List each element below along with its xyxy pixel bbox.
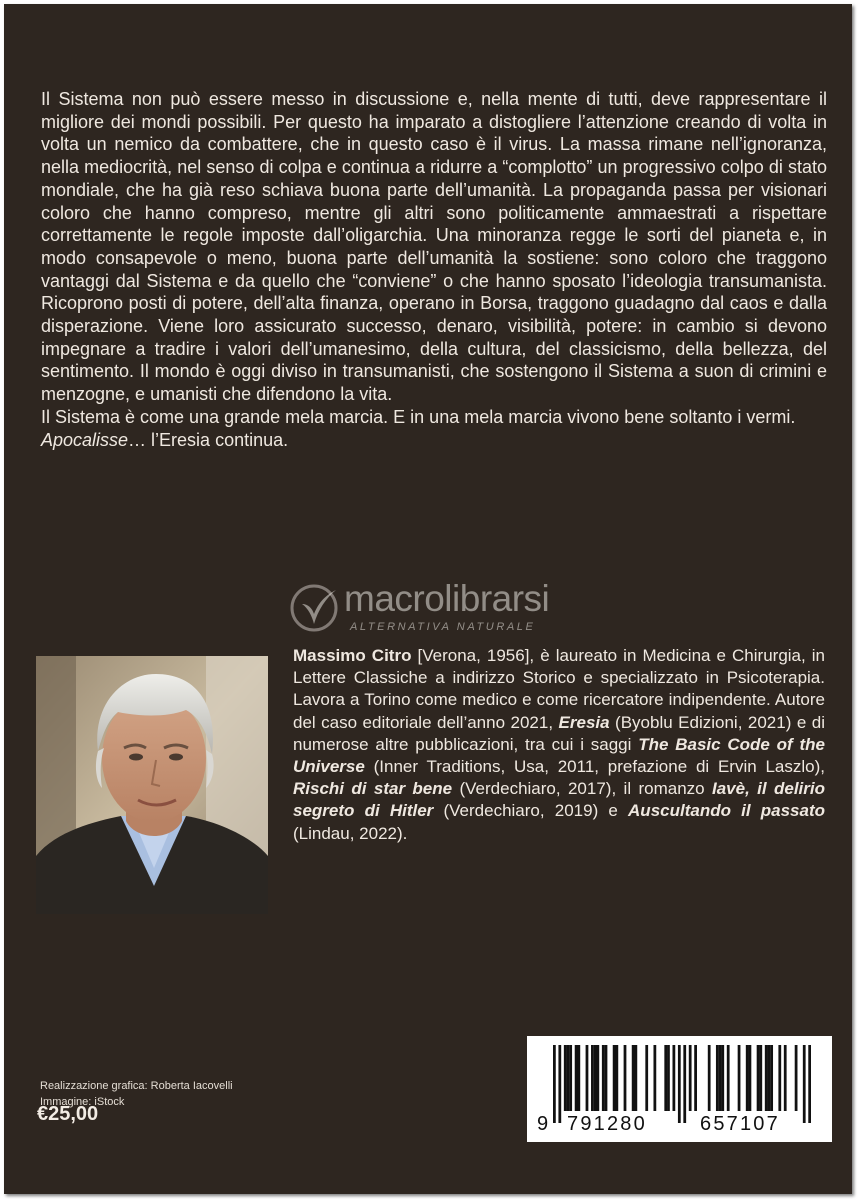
portrait-illustration — [36, 656, 268, 914]
barcode-bar — [770, 1045, 773, 1111]
barcode-bar — [667, 1045, 670, 1111]
barcode-bar — [645, 1045, 648, 1111]
barcode-bar — [577, 1045, 580, 1111]
author-bio-text-3: (Inner Traditions, Usa, 2011, prefazione di Ervin Laszlo), — [364, 757, 825, 777]
barcode-bar — [708, 1045, 711, 1111]
barcode-bar — [795, 1045, 798, 1111]
barcode-bar — [683, 1045, 686, 1123]
author-book-2: The Basic Code of the Universe — [293, 734, 825, 777]
barcode-bar — [765, 1045, 768, 1111]
blurb-closing — [41, 429, 827, 452]
barcode-bar — [564, 1045, 567, 1111]
barcode-bar — [689, 1045, 692, 1111]
barcode-bar — [632, 1045, 635, 1111]
barcode-left-group: 791280 — [567, 1113, 647, 1135]
blurb-paragraph-2: Il Sistema è come una grande mela marcia. E in una mela marcia vivono bene soltanto i vermi. — [41, 406, 796, 427]
credit-image: Immagine: iStock — [40, 1096, 125, 1108]
barcode-bar — [575, 1045, 578, 1111]
barcode-bar — [784, 1045, 787, 1111]
barcode-bar — [808, 1045, 811, 1123]
barcode-bar — [768, 1045, 771, 1111]
author-bio-text-4: (Verdechiaro, 2017), il romanzo — [452, 779, 712, 799]
barcode-bar — [558, 1045, 561, 1123]
author-bio-text-2: (Byoblu Edizioni, 2021) e di numerose altre pubblicazioni, tra cui i saggi — [293, 712, 825, 754]
blurb-paragraph-1: Il Sistema non può essere messo in discussione e, nella mente di tutti, deve rappresentare il migliore dei mondi possibili. Per questo ha imparato a distogliere l’attenzione creando di volta in volta un nemico da combattere, che in questo caso è il virus. La massa rimane nell’ignoranza, nella mediocrità, nel senso di colpa e continua a ridurre a “complotto” un progressivo colpo di stato mondiale, che ha già reso schiava buona parte dell’umanità. La propaganda passa per visionari coloro che hanno compreso, mentre gli altri sono politicamente ammaestrati a rispettare correttamente le regole imposte dall’oligarchia. Una minoranza regge le sorti del pianeta e, in modo consapevole o meno, buona parte dell’umanità la sostiene: sono coloro che traggono vantaggi dal Sistema e da quello che “conviene” o che hanno sposato l’ideologia transumanista. Ricoprono posti di potere, dell’alta finanza, operano in Borsa, traggono guadagno dal caos e dalla disperazione. Viene loro assicurato successo, denaro, visibilità, potere: in cambio si devono impegnare a tradire i valori dell’umanesimo, della cultura, del classicismo, della bellezza, del sentimento. Il mondo è oggi diviso in transumanisti, che sostengono il Sistema a suon di crimini e menzogne, e umanisti che difendono la vita. — [41, 89, 827, 405]
barcode-first-digit: 9 — [537, 1113, 549, 1135]
blurb-closing-italic: Apocalisse — [41, 429, 129, 450]
author-bio-text-6: (Lindau, 2022). — [293, 823, 408, 843]
macrolibrarsi-watermark — [288, 576, 628, 640]
barcode-bar — [634, 1045, 637, 1111]
barcode-bar — [672, 1045, 675, 1111]
barcode-bar — [605, 1045, 608, 1111]
author-bio — [293, 645, 825, 845]
barcode-bar — [694, 1045, 697, 1111]
credit-design: Realizzazione grafica: Roberta Iacovelli — [40, 1080, 233, 1092]
barcode-bar — [778, 1045, 781, 1111]
barcode-bar — [602, 1045, 605, 1111]
barcode-bar — [721, 1045, 724, 1111]
barcode-bar — [803, 1045, 806, 1123]
barcode-bar — [749, 1045, 752, 1111]
barcode-bar — [596, 1045, 599, 1111]
author-book-1: Eresia — [558, 712, 610, 732]
barcode-bar — [615, 1045, 618, 1111]
isbn-barcode — [527, 1036, 832, 1142]
barcode-bar — [553, 1045, 556, 1123]
watermark-tagline: ALTERNATIVA NATURALE — [350, 621, 536, 633]
barcode-right-group: 657107 — [700, 1113, 780, 1135]
barcode-bar — [746, 1045, 749, 1111]
barcode-bar — [757, 1045, 760, 1111]
author-book-4: Iavè, il delirio segreto di Hitler — [293, 779, 825, 821]
barcode-bar — [586, 1045, 589, 1111]
barcode-bar — [759, 1045, 762, 1111]
barcode-bar — [678, 1045, 681, 1123]
barcode-bar — [716, 1045, 719, 1111]
blurb-closing-rest: … l’Eresia continua. — [128, 429, 289, 450]
barcode-bar — [594, 1045, 597, 1111]
book-back-cover — [4, 4, 852, 1194]
barcode-bar — [738, 1045, 741, 1111]
barcode-bar — [567, 1045, 570, 1111]
author-name: Massimo Citro — [293, 646, 412, 665]
author-book-5: Auscultando il passato — [628, 801, 826, 821]
barcode-bar — [653, 1045, 656, 1111]
macrolibrarsi-leaf-logo-icon — [288, 582, 340, 634]
author-portrait-photo — [36, 656, 268, 914]
book-price: €25,00 — [37, 1103, 99, 1125]
author-bio-text-1: [Verona, 1956], è laureato in Medicina e Chirurgia, in Lettere Classiche a indirizzo Storico e specializzato in Psicoterapia. Lavora a Torino come medico e come ricercatore indipendente. Autore del caso editoriale dell’anno 2021, — [293, 646, 825, 732]
barcode-bar — [719, 1045, 722, 1111]
watermark-name: macrolibrarsi — [344, 578, 550, 619]
barcode-bar — [664, 1045, 667, 1111]
barcode-bar — [569, 1045, 572, 1111]
barcode-bar — [613, 1045, 616, 1111]
author-bio-text-5: (Verdechiaro, 2019) e — [433, 801, 629, 821]
cover-blurb — [41, 88, 827, 451]
author-book-3: Rischi di star bene — [293, 779, 453, 799]
barcode-bar — [727, 1045, 730, 1111]
barcode-bar — [624, 1045, 627, 1111]
barcode-bar — [591, 1045, 594, 1111]
